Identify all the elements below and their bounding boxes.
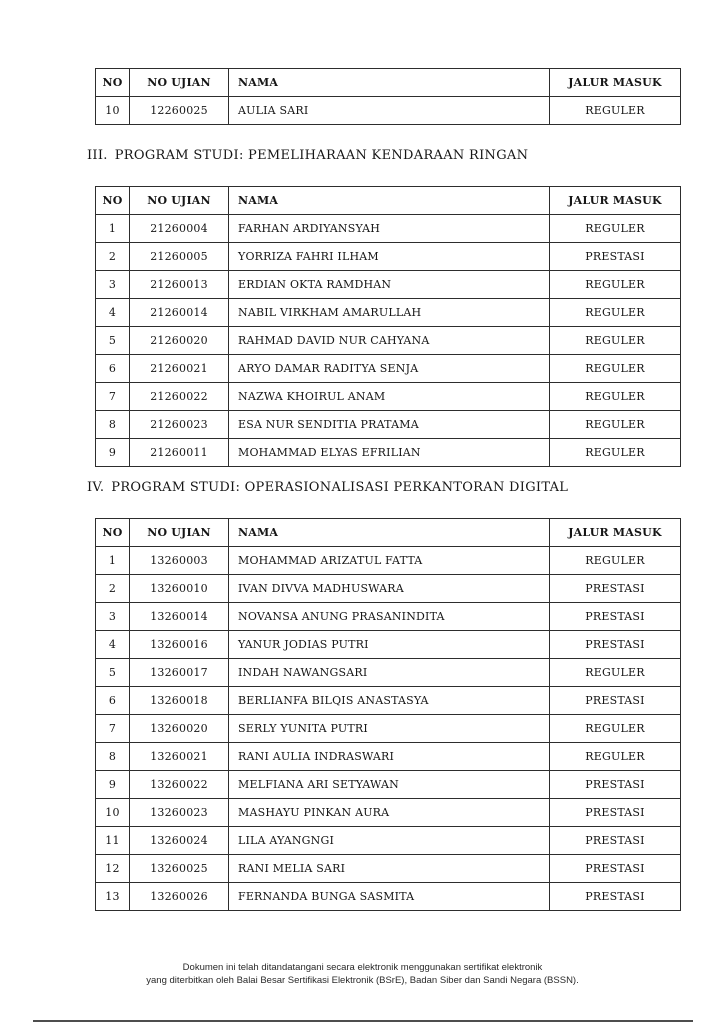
row-number-cell: 2 bbox=[96, 575, 130, 603]
table-row bbox=[96, 715, 681, 743]
entry-path-cell: PRESTASI bbox=[550, 855, 681, 883]
exam-number-cell: 13260014 bbox=[130, 603, 229, 631]
name-cell: LILA AYANGNGI bbox=[229, 827, 550, 855]
section-heading-4 bbox=[87, 479, 568, 497]
column-header: NAMA bbox=[229, 519, 550, 547]
column-header: NAMA bbox=[229, 187, 550, 215]
table-row bbox=[96, 271, 681, 299]
row-number-cell: 1 bbox=[96, 547, 130, 575]
name-cell: IVAN DIVVA MADHUSWARA bbox=[229, 575, 550, 603]
exam-number-cell: 13260017 bbox=[130, 659, 229, 687]
table-row bbox=[96, 631, 681, 659]
table-row bbox=[96, 855, 681, 883]
table-row bbox=[96, 603, 681, 631]
table-row bbox=[96, 327, 681, 355]
entry-path-cell: PRESTASI bbox=[550, 631, 681, 659]
row-number-cell: 5 bbox=[96, 327, 130, 355]
column-header: NO bbox=[96, 187, 130, 215]
row-number-cell: 8 bbox=[96, 411, 130, 439]
admission-table-section-3 bbox=[95, 186, 681, 467]
section-number: III. bbox=[87, 148, 108, 163]
entry-path-cell: REGULER bbox=[550, 547, 681, 575]
table-header-row bbox=[96, 69, 681, 97]
row-number-cell: 13 bbox=[96, 883, 130, 911]
entry-path-cell: REGULER bbox=[550, 439, 681, 467]
exam-number-cell: 13260025 bbox=[130, 855, 229, 883]
row-number-cell: 5 bbox=[96, 659, 130, 687]
name-cell: NABIL VIRKHAM AMARULLAH bbox=[229, 299, 550, 327]
exam-number-cell: 21260021 bbox=[130, 355, 229, 383]
column-header: JALUR MASUK bbox=[550, 519, 681, 547]
entry-path-cell: REGULER bbox=[550, 327, 681, 355]
entry-path-cell: REGULER bbox=[550, 215, 681, 243]
table-row bbox=[96, 299, 681, 327]
name-cell: RANI MELIA SARI bbox=[229, 855, 550, 883]
row-number-cell: 3 bbox=[96, 603, 130, 631]
exam-number-cell: 21260014 bbox=[130, 299, 229, 327]
exam-number-cell: 21260004 bbox=[130, 215, 229, 243]
name-cell: BERLIANFA BILQIS ANASTASYA bbox=[229, 687, 550, 715]
table-row bbox=[96, 799, 681, 827]
electronic-signature-notice bbox=[0, 961, 725, 987]
name-cell: YORRIZA FAHRI ILHAM bbox=[229, 243, 550, 271]
name-cell: MELFIANA ARI SETYAWAN bbox=[229, 771, 550, 799]
row-number-cell: 7 bbox=[96, 383, 130, 411]
row-number-cell: 4 bbox=[96, 631, 130, 659]
table-row bbox=[96, 383, 681, 411]
entry-path-cell: PRESTASI bbox=[550, 243, 681, 271]
name-cell: MASHAYU PINKAN AURA bbox=[229, 799, 550, 827]
table-row bbox=[96, 575, 681, 603]
name-cell: NOVANSA ANUNG PRASANINDITA bbox=[229, 603, 550, 631]
exam-number-cell: 12260025 bbox=[130, 97, 229, 125]
entry-path-cell: REGULER bbox=[550, 411, 681, 439]
entry-path-cell: REGULER bbox=[550, 659, 681, 687]
name-cell: ESA NUR SENDITIA PRATAMA bbox=[229, 411, 550, 439]
entry-path-cell: REGULER bbox=[550, 271, 681, 299]
exam-number-cell: 13260021 bbox=[130, 743, 229, 771]
entry-path-cell: REGULER bbox=[550, 355, 681, 383]
name-cell: FARHAN ARDIYANSYAH bbox=[229, 215, 550, 243]
name-cell: MOHAMMAD ELYAS EFRILIAN bbox=[229, 439, 550, 467]
column-header: NO UJIAN bbox=[130, 69, 229, 97]
name-cell: RANI AULIA INDRASWARI bbox=[229, 743, 550, 771]
exam-number-cell: 13260023 bbox=[130, 799, 229, 827]
entry-path-cell: REGULER bbox=[550, 97, 681, 125]
section-title: PROGRAM STUDI: OPERASIONALISASI PERKANTORAN DIGITAL bbox=[111, 480, 569, 495]
entry-path-cell: PRESTASI bbox=[550, 883, 681, 911]
entry-path-cell: PRESTASI bbox=[550, 827, 681, 855]
exam-number-cell: 13260022 bbox=[130, 771, 229, 799]
table-row bbox=[96, 439, 681, 467]
entry-path-cell: PRESTASI bbox=[550, 687, 681, 715]
column-header: JALUR MASUK bbox=[550, 69, 681, 97]
column-header: NAMA bbox=[229, 69, 550, 97]
entry-path-cell: PRESTASI bbox=[550, 799, 681, 827]
row-number-cell: 4 bbox=[96, 299, 130, 327]
entry-path-cell: REGULER bbox=[550, 299, 681, 327]
name-cell: ERDIAN OKTA RAMDHAN bbox=[229, 271, 550, 299]
row-number-cell: 9 bbox=[96, 771, 130, 799]
name-cell: NAZWA KHOIRUL ANAM bbox=[229, 383, 550, 411]
exam-number-cell: 21260011 bbox=[130, 439, 229, 467]
column-header: NO UJIAN bbox=[130, 187, 229, 215]
bottom-rule bbox=[33, 1020, 693, 1022]
row-number-cell: 8 bbox=[96, 743, 130, 771]
table-row bbox=[96, 743, 681, 771]
entry-path-cell: PRESTASI bbox=[550, 771, 681, 799]
row-number-cell: 7 bbox=[96, 715, 130, 743]
row-number-cell: 10 bbox=[96, 799, 130, 827]
entry-path-cell: REGULER bbox=[550, 715, 681, 743]
row-number-cell: 11 bbox=[96, 827, 130, 855]
table-row bbox=[96, 243, 681, 271]
section-number: IV. bbox=[87, 480, 105, 495]
section-heading-3 bbox=[87, 147, 528, 165]
table-row bbox=[96, 215, 681, 243]
table-row bbox=[96, 547, 681, 575]
exam-number-cell: 13260010 bbox=[130, 575, 229, 603]
entry-path-cell: PRESTASI bbox=[550, 575, 681, 603]
name-cell: SERLY YUNITA PUTRI bbox=[229, 715, 550, 743]
name-cell: INDAH NAWANGSARI bbox=[229, 659, 550, 687]
name-cell: RAHMAD DAVID NUR CAHYANA bbox=[229, 327, 550, 355]
exam-number-cell: 21260013 bbox=[130, 271, 229, 299]
footer-line-2: yang diterbitkan oleh Balai Besar Sertifikasi Elektronik (BSrE), Badan Siber dan Sandi Negara (BSSN). bbox=[146, 975, 579, 986]
entry-path-cell: REGULER bbox=[550, 743, 681, 771]
row-number-cell: 3 bbox=[96, 271, 130, 299]
exam-number-cell: 13260016 bbox=[130, 631, 229, 659]
table-row bbox=[96, 659, 681, 687]
row-number-cell: 6 bbox=[96, 687, 130, 715]
table-row bbox=[96, 411, 681, 439]
name-cell: MOHAMMAD ARIZATUL FATTA bbox=[229, 547, 550, 575]
section-title: PROGRAM STUDI: PEMELIHARAAN KENDARAAN RINGAN bbox=[114, 148, 529, 163]
name-cell: FERNANDA BUNGA SASMITA bbox=[229, 883, 550, 911]
entry-path-cell: PRESTASI bbox=[550, 603, 681, 631]
row-number-cell: 6 bbox=[96, 355, 130, 383]
entry-path-cell: REGULER bbox=[550, 383, 681, 411]
exam-number-cell: 21260005 bbox=[130, 243, 229, 271]
row-number-cell: 12 bbox=[96, 855, 130, 883]
exam-number-cell: 13260018 bbox=[130, 687, 229, 715]
footer-line-1: Dokumen ini telah ditandatangani secara elektronik menggunakan sertifikat elektronik bbox=[182, 962, 543, 973]
table-row bbox=[96, 687, 681, 715]
admission-table-section-4 bbox=[95, 518, 681, 911]
exam-number-cell: 21260023 bbox=[130, 411, 229, 439]
table-row bbox=[96, 355, 681, 383]
name-cell: ARYO DAMAR RADITYA SENJA bbox=[229, 355, 550, 383]
name-cell: YANUR JODIAS PUTRI bbox=[229, 631, 550, 659]
row-number-cell: 9 bbox=[96, 439, 130, 467]
exam-number-cell: 21260022 bbox=[130, 383, 229, 411]
column-header: NO bbox=[96, 519, 130, 547]
table-row bbox=[96, 883, 681, 911]
exam-number-cell: 21260020 bbox=[130, 327, 229, 355]
exam-number-cell: 13260026 bbox=[130, 883, 229, 911]
table-header-row bbox=[96, 187, 681, 215]
row-number-cell: 10 bbox=[96, 97, 130, 125]
exam-number-cell: 13260024 bbox=[130, 827, 229, 855]
table-header-row bbox=[96, 519, 681, 547]
column-header: NO UJIAN bbox=[130, 519, 229, 547]
table-row bbox=[96, 827, 681, 855]
table-row bbox=[96, 97, 681, 125]
name-cell: AULIA SARI bbox=[229, 97, 550, 125]
admission-table-continued bbox=[95, 68, 681, 125]
exam-number-cell: 13260003 bbox=[130, 547, 229, 575]
column-header: JALUR MASUK bbox=[550, 187, 681, 215]
row-number-cell: 2 bbox=[96, 243, 130, 271]
exam-number-cell: 13260020 bbox=[130, 715, 229, 743]
column-header: NO bbox=[96, 69, 130, 97]
table-row bbox=[96, 771, 681, 799]
row-number-cell: 1 bbox=[96, 215, 130, 243]
